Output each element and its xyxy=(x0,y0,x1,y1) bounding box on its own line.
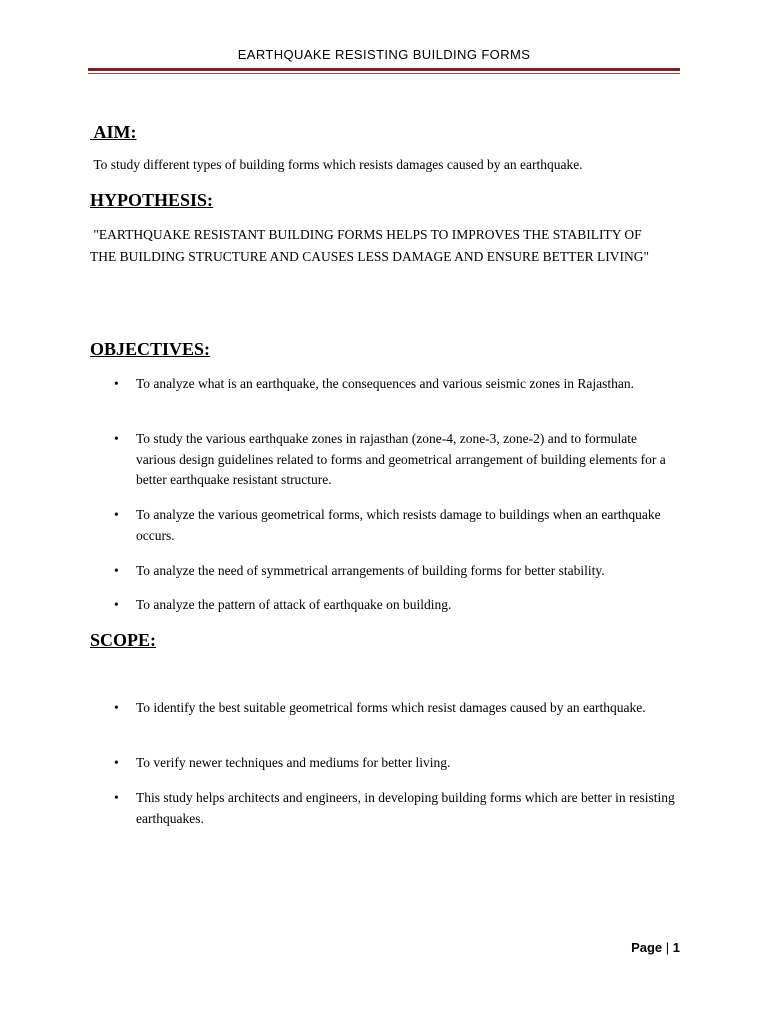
list-item xyxy=(90,595,680,616)
aim-heading: AIM: xyxy=(90,122,137,142)
bullet-icon: • xyxy=(114,431,119,446)
list-item xyxy=(90,374,680,395)
scope-text: To verify newer techniques and mediums for better living. xyxy=(136,755,451,770)
page-number-footer xyxy=(560,939,680,957)
list-item xyxy=(90,561,680,582)
objectives-heading: OBJECTIVES: xyxy=(90,339,211,359)
page-number: 1 xyxy=(672,940,680,955)
list-item xyxy=(90,505,680,546)
bullet-icon: • xyxy=(114,563,119,578)
list-item xyxy=(90,753,680,774)
objective-text: To study the various earthquake zones in rajasthan (zone-4, zone-3, zone-2) and to formulate various design guidelines related to forms and geometrical arrangement of building elements for a better earthquake resistant structure. xyxy=(136,431,666,487)
list-item xyxy=(90,788,680,829)
objective-text: To analyze the need of symmetrical arrangements of building forms for better stability. xyxy=(136,563,605,578)
list-item xyxy=(90,429,680,491)
objective-text: To analyze what is an earthquake, the consequences and various seismic zones in Rajasthan. xyxy=(136,376,635,391)
hypothesis-heading: HYPOTHESIS: xyxy=(90,190,214,210)
bullet-icon: • xyxy=(114,507,119,522)
objective-text: To analyze the pattern of attack of earthquake on building. xyxy=(136,597,452,612)
bullet-icon: • xyxy=(114,597,119,612)
list-item xyxy=(90,698,680,719)
bullet-icon: • xyxy=(114,376,119,391)
bullet-icon: • xyxy=(114,755,119,770)
page-label: Page xyxy=(631,940,663,955)
document-header-title: EARTHQUAKE RESISTING BUILDING FORMS xyxy=(237,47,531,62)
bullet-icon: • xyxy=(114,790,119,805)
hypothesis-text: "EARTHQUAKE RESISTANT BUILDING FORMS HELPS TO IMPROVES THE STABILITY OF THE BUILDING STRUCTURE AND CAUSES LESS DAMAGE AND ENSURE BETTER LIVING" xyxy=(90,227,650,264)
scope-text: To identify the best suitable geometrical forms which resist damages caused by an earthquake. xyxy=(136,700,646,715)
scope-text: This study helps architects and engineers, in developing building forms which are better in resisting earthquakes. xyxy=(136,790,675,826)
bullet-icon: • xyxy=(114,700,119,715)
page-separator: | xyxy=(662,940,673,955)
scope-heading: SCOPE: xyxy=(90,630,157,650)
aim-text: To study different types of building forms which resists damages caused by an earthquake. xyxy=(90,157,583,172)
header-rule-thin xyxy=(88,73,680,74)
header-rule xyxy=(88,68,680,71)
objective-text: To analyze the various geometrical forms, which resists damage to buildings when an earthquake occurs. xyxy=(136,507,661,543)
